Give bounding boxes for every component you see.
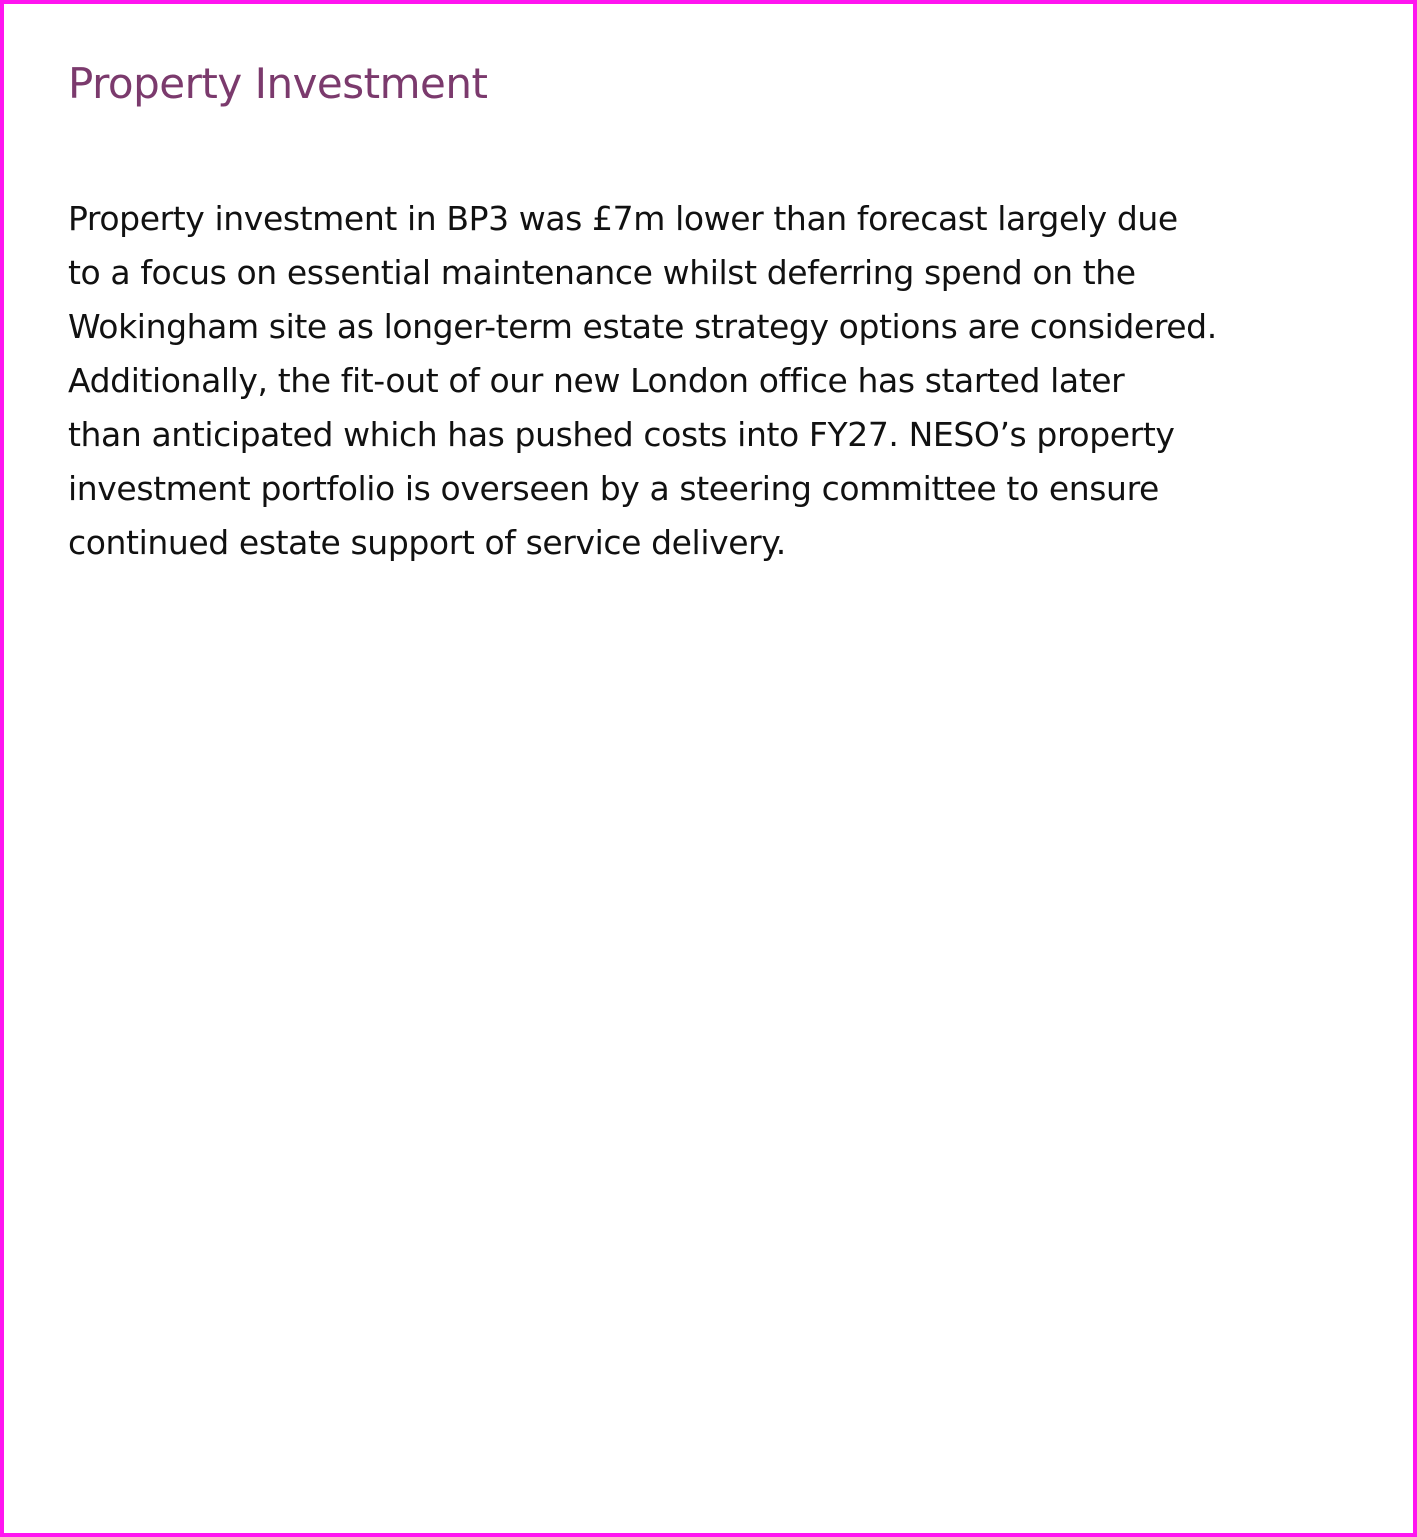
- section-content: [68, 56, 1358, 570]
- section-paragraph: [68, 192, 1358, 570]
- paragraph-line: investment portfolio is overseen by a steering committee to ensure: [68, 469, 1159, 508]
- paragraph-line: to a focus on essential maintenance whilst deferring spend on the: [68, 253, 1136, 292]
- paragraph-line: Property investment in BP3 was £7m lower than forecast largely due: [68, 199, 1178, 238]
- paragraph-line: continued estate support of service delivery.: [68, 523, 786, 562]
- paragraph-line: Additionally, the fit-out of our new London office has started later: [68, 361, 1125, 400]
- paragraph-line: than anticipated which has pushed costs into FY27. NESO’s property: [68, 415, 1175, 454]
- section-title: Property Investment: [68, 59, 488, 108]
- paragraph-line: Wokingham site as longer-term estate strategy options are considered.: [68, 307, 1217, 346]
